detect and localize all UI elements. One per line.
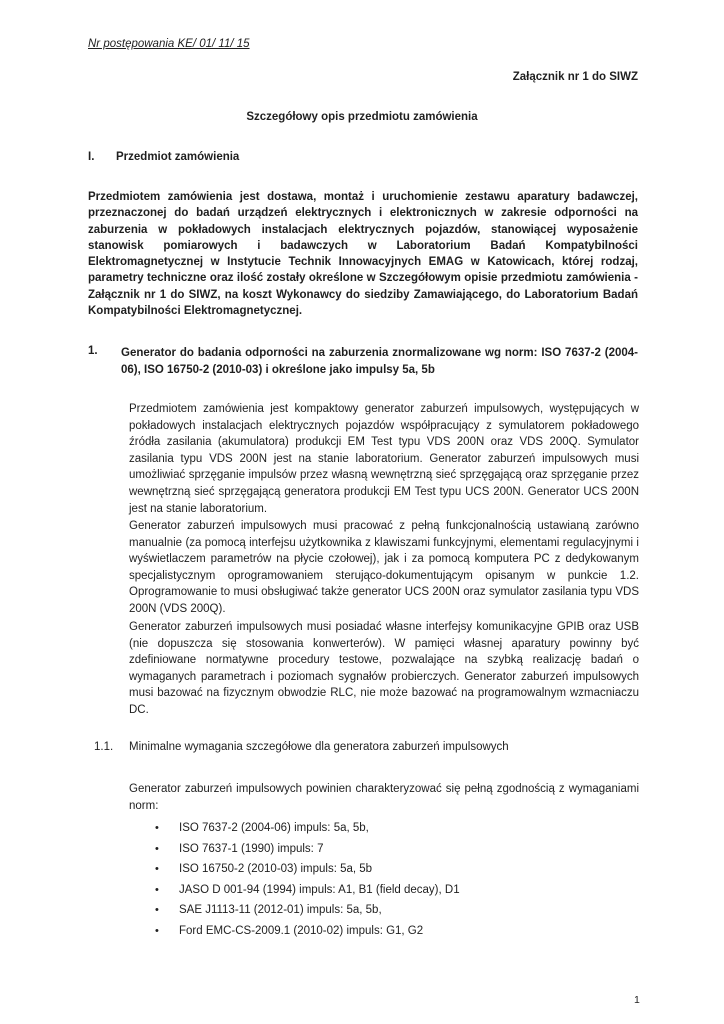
body-paragraph: Generator zaburzeń impulsowych musi posiadać własne interfejsy komunikacyjne GPIB oraz USB (nie dopuszcza się stosowania konwerterów). W pamięci własnej aparatury powinny być zdefiniowane normatywne procedury testowe, pozwalające na szybką realizację badań o wymaganych parametrach i poziomach sygnałów probierczych. Generator zaburzeń impulsowych musi bazować na fizycznym obwodzie RLC, nie może bazować na programowalnym wzmacniaczu DC. (129, 621, 639, 716)
subsection-intro: Generator zaburzeń impulsowych powinien charakteryzować się pełną zgodnością z wymaganiami norm: (129, 783, 639, 812)
bullet-icon: • (155, 883, 159, 896)
page-number: 1 (634, 994, 640, 1006)
list-item: • ISO 16750-2 (2010-03) impuls: 5a, 5b (155, 859, 460, 880)
intro-paragraph: Przedmiotem zamówienia jest dostawa, montaż i uruchomienie zestawu aparatury badawczej, przeznaczonej do badań urządzeń elektrycznych i elektronicznych w zakresie odporności na zaburzenia w pokładowych instalacjach elektrycznych pojazdów, stanowiącej wyposażenie stanowisk pomiarowych i badawczych w Laboratorium Badań Kompatybilności Elektromagnetycznej w Instytucie Technik Innowacyjnych EMAG w Katowicach, której rodzaj, parametry techniczne oraz ilość zostały określone w Szczegółowym opisie przedmiotu zamówienia - Załącznik nr 1 do SIWZ, na koszt Wykonawcy do siedziby Zamawiającego, do Laboratorium Badań Kompatybilności Elektromagnetycznej. (88, 191, 638, 318)
page-title: Szczegółowy opis przedmiotu zamówienia (246, 111, 478, 123)
section-heading (88, 151, 239, 163)
body-paragraph: Generator zaburzeń impulsowych musi pracować z pełną funkcjonalnością ustawianą zarówno manualnie (za pomocą interfejsu użytkownika z klawiszami funkcyjnymi, elementami regulacyjnymi i wyświetlaczem parametrów na płycie czołowej), jak i za pomocą komputera PC z dedykowanym specjalistycznym oprogramowaniem sterująco-dokumentującym opisanym w punkcie 1.2. Oprogramowanie to musi obsługiwać także generator UCS 200N oraz symulator zasilania typu VDS 200N (VDS 200Q). (129, 520, 639, 615)
subsection-title: Minimalne wymagania szczegółowe dla generatora zaburzeń impulsowych (129, 741, 509, 753)
list-item: • Ford EMC-CS-2009.1 (2010-02) impuls: G1, G2 (155, 921, 460, 942)
list-item: • JASO D 001-94 (1994) impuls: A1, B1 (field decay), D1 (155, 880, 460, 901)
list-item: • ISO 7637-2 (2004-06) impuls: 5a, 5b, (155, 818, 460, 839)
bullet-icon: • (155, 904, 159, 917)
item-number: 1. (88, 345, 98, 357)
bullet-icon: • (155, 863, 159, 876)
bullet-icon: • (155, 822, 159, 834)
item-heading: Generator do badania odporności na zaburzenia znormalizowane wg norm: ISO 7637-2 (2004-06), ISO 16750-2 (2010-03) i określone jako impulsy 5a, 5b (121, 347, 638, 376)
section-number: I. (88, 151, 95, 163)
standards-list (155, 818, 460, 942)
bullet-icon: • (155, 924, 159, 937)
section-title: Przedmiot zamówienia (116, 151, 240, 163)
bullet-icon: • (155, 842, 159, 855)
procedure-reference: Nr postępowania KE/ 01/ 11/ 15 (88, 38, 250, 50)
list-item: • ISO 7637-1 (1990) impuls: 7 (155, 839, 460, 860)
list-item: • SAE J1113-11 (2012-01) impuls: 5a, 5b, (155, 900, 460, 921)
body-paragraph: Przedmiotem zamówienia jest kompaktowy generator zaburzeń impulsowych, występujących w pokładowych instalacjach elektrycznych pojazdów współpracujący z symulatorem pokładowego źródła zasilania (akumulatora) produkcji EM Test typu VDS 200N oraz VDS 200Q. Symulator zasilania typu VDS 200N jest na stanie laboratorium. Generator zaburzeń impulsowych musi umożliwiać sprzęganie impulsów przez własną wewnętrzną sieć sprzęgającą oraz sprzęganie przez wewnętrzną sieć sprzęgającą generatora produkcji EM Test typu UCS 200N. Generator UCS 200N jest na stanie laboratorium. (129, 403, 639, 515)
attachment-label: Załącznik nr 1 do SIWZ (512, 71, 638, 83)
subsection-number: 1.1. (94, 741, 114, 753)
